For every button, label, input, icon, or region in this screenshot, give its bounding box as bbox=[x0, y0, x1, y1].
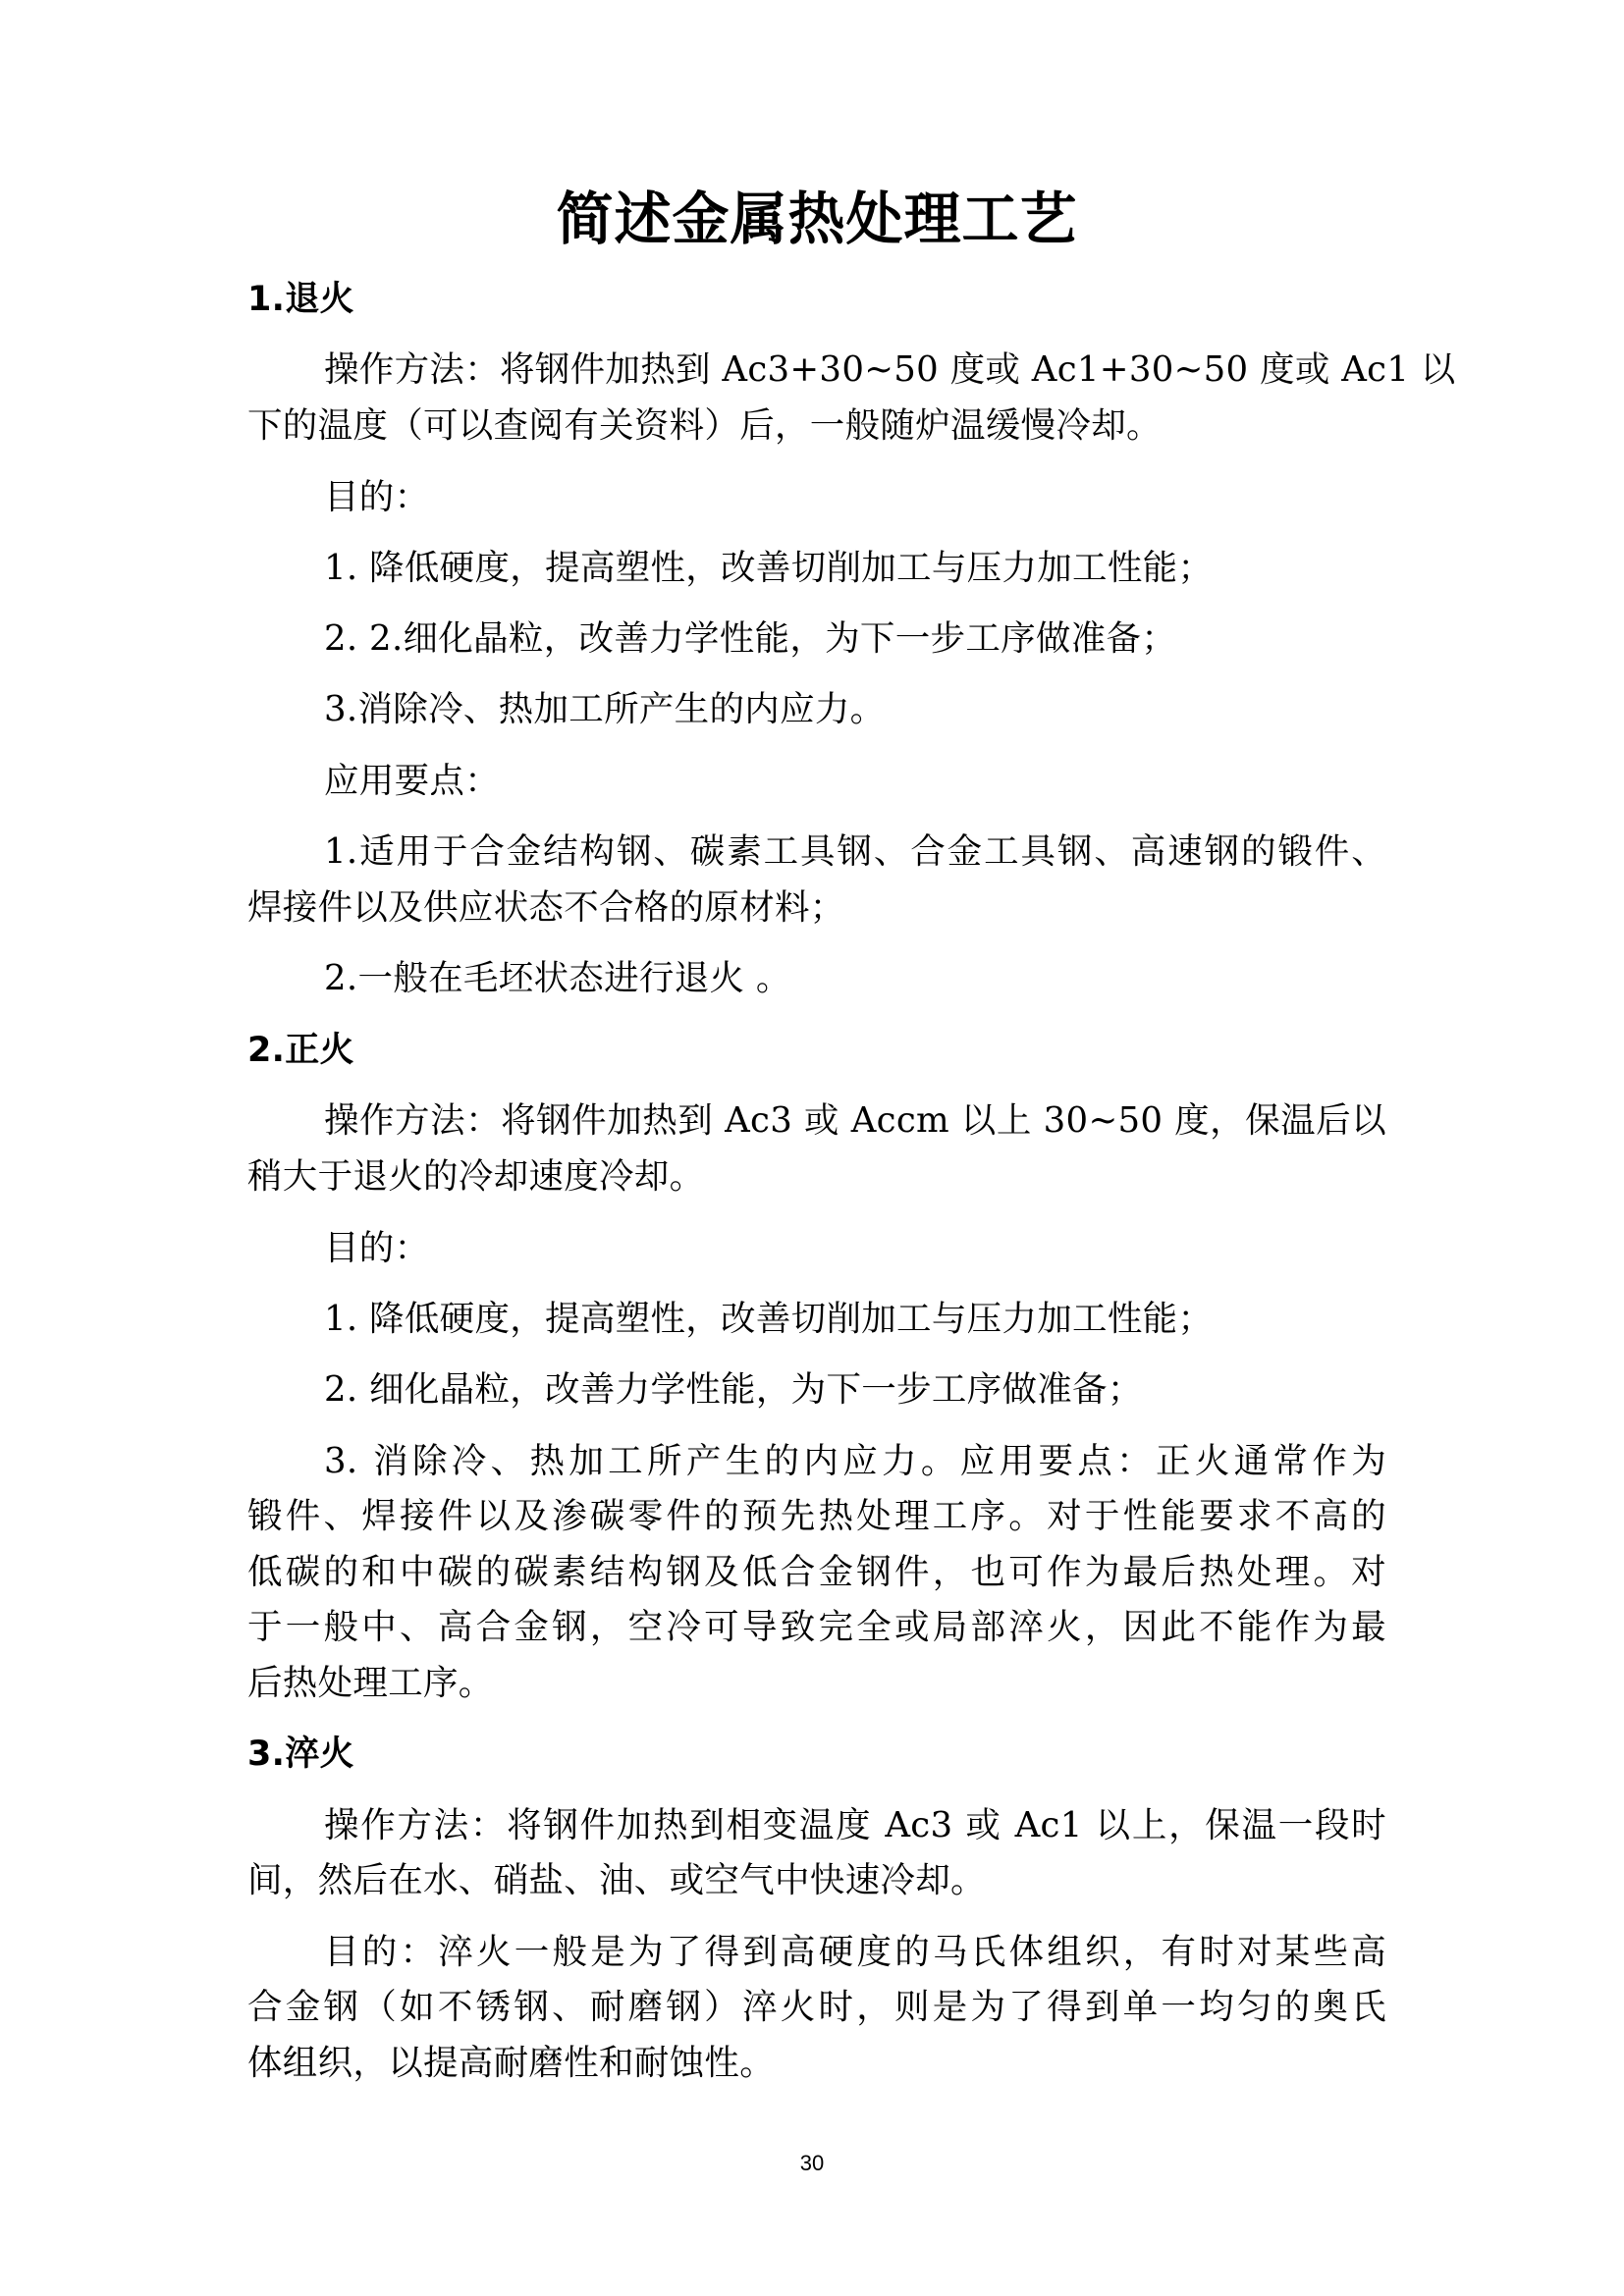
annealing-application-1-line-1: 1.适用于合金结构钢、碳素工具钢、合金工具钢、高速钢的锻件、 bbox=[324, 831, 1386, 872]
normalizing-purpose-label: 目的： bbox=[324, 1228, 430, 1268]
annealing-purpose-2: 2. 2.细化晶粒，改善力学性能，为下一步工序做准备； bbox=[324, 618, 1177, 659]
quenching-purpose-line-2: 合金钢（如不锈钢、耐磨钢）淬火时，则是为了得到单一均匀的奥氏 bbox=[247, 1987, 1386, 2027]
section-heading-quenching: 3.淬火 bbox=[247, 1735, 354, 1774]
annealing-application-label: 应用要点： bbox=[324, 761, 501, 801]
annealing-purpose-1: 1. 降低硬度，提高塑性，改善切削加工与压力加工性能； bbox=[324, 548, 1214, 588]
normalizing-operation-line-1: 操作方法：将钢件加热到 Ac3 或 Accm 以上 30~50 度，保温后以 bbox=[324, 1100, 1386, 1141]
normalizing-purpose-3-line-1: 3. 消除冷、热加工所产生的内应力。应用要点：正火通常作为 bbox=[324, 1441, 1386, 1481]
annealing-operation-line-1: 操作方法：将钢件加热到 Ac3+30~50 度或 Ac1+30~50 度或 Ac1 以 bbox=[324, 349, 1456, 390]
normalizing-purpose-3-line-2: 锻件、焊接件以及渗碳零件的预先热处理工序。对于性能要求不高的 bbox=[247, 1496, 1386, 1536]
annealing-application-1-line-2: 焊接件以及供应状态不合格的原材料； bbox=[247, 887, 845, 928]
normalizing-purpose-2: 2. 细化晶粒，改善力学性能，为下一步工序做准备； bbox=[324, 1369, 1143, 1410]
annealing-purpose-label: 目的： bbox=[324, 477, 430, 517]
section-heading-annealing: 1.退火 bbox=[247, 280, 354, 319]
section-heading-normalizing: 2.正火 bbox=[247, 1031, 354, 1070]
annealing-purpose-3: 3.消除冷、热加工所产生的内应力。 bbox=[324, 689, 886, 729]
normalizing-purpose-3-line-3: 低碳的和中碳的碳素结构钢及低合金钢件，也可作为最后热处理。对 bbox=[247, 1552, 1386, 1592]
page-number: 30 bbox=[799, 2151, 825, 2175]
normalizing-operation-line-2: 稍大于退火的冷却速度冷却。 bbox=[247, 1156, 705, 1197]
quenching-operation-line-1: 操作方法：将钢件加热到相变温度 Ac3 或 Ac1 以上，保温一段时 bbox=[324, 1805, 1386, 1845]
quenching-purpose-line-3: 体组织，以提高耐磨性和耐蚀性。 bbox=[247, 2043, 776, 2083]
normalizing-purpose-1: 1. 降低硬度，提高塑性，改善切削加工与压力加工性能； bbox=[324, 1299, 1214, 1339]
document-title: 简述金属热处理工艺 bbox=[556, 186, 1078, 252]
normalizing-purpose-3-line-4: 于一般中、高合金钢，空冷可导致完全或局部淬火，因此不能作为最 bbox=[247, 1607, 1386, 1647]
annealing-operation-line-2: 下的温度（可以查阅有关资料）后，一般随炉温缓慢冷却。 bbox=[247, 405, 1162, 446]
normalizing-purpose-3-line-5: 后热处理工序。 bbox=[247, 1663, 494, 1703]
quenching-purpose-line-1: 目的：淬火一般是为了得到高硬度的马氏体组织，有时对某些高 bbox=[324, 1932, 1386, 1972]
annealing-application-2: 2.一般在毛坯状态进行退火 。 bbox=[324, 958, 791, 998]
quenching-operation-line-2: 间，然后在水、硝盐、油、或空气中快速冷却。 bbox=[247, 1860, 986, 1900]
